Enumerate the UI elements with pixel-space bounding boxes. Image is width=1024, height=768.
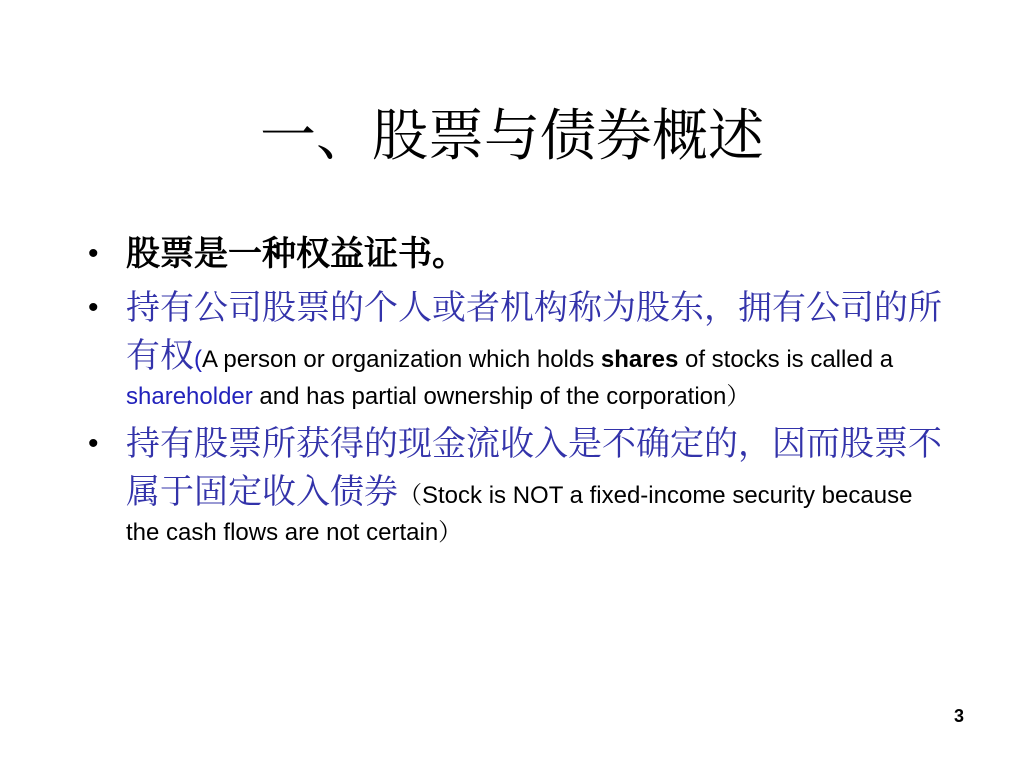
bullet-dot-icon: •: [88, 237, 99, 270]
bullet-text-en: A person or organization which holds: [202, 346, 601, 373]
bullet-text-zh: 持有股票所获得的现金流收入是不确定的，因而股票不属于固定收入债券: [126, 424, 942, 512]
bullet-text-en-bold: shares: [600, 346, 679, 373]
bullet-dot-icon: •: [88, 291, 99, 324]
bullet-list: [88, 230, 948, 556]
bullet-item-3: [88, 420, 948, 550]
bullet-text-zh: 持有公司股票的个人或者机构称为股东，拥有公司的所有权: [126, 288, 942, 376]
slide-title: 一、股票与债券概述: [260, 104, 764, 169]
bullet-item-2: [88, 284, 948, 414]
bullet-text-en-highlight: shareholder: [126, 383, 253, 410]
bullet-text-zh: 股票是一种权益证书。: [126, 234, 466, 274]
bullet-text-en: of stocks is called a: [678, 346, 894, 373]
bullet-text-en: Stock is NOT a fixed-income security because the cash flows are not certain: [126, 482, 913, 546]
bullet-text-en-open: (: [194, 346, 202, 373]
bullet-item-1: [88, 230, 948, 278]
bullet-text-en-open: （: [398, 482, 422, 509]
bullet-text-en-close: ）: [726, 383, 751, 410]
page-number: 3: [953, 706, 964, 726]
bullet-text-en: and has partial ownership of the corporation: [252, 383, 727, 410]
bullet-text-en-close: ）: [438, 519, 463, 546]
bullet-dot-icon: •: [88, 427, 99, 460]
